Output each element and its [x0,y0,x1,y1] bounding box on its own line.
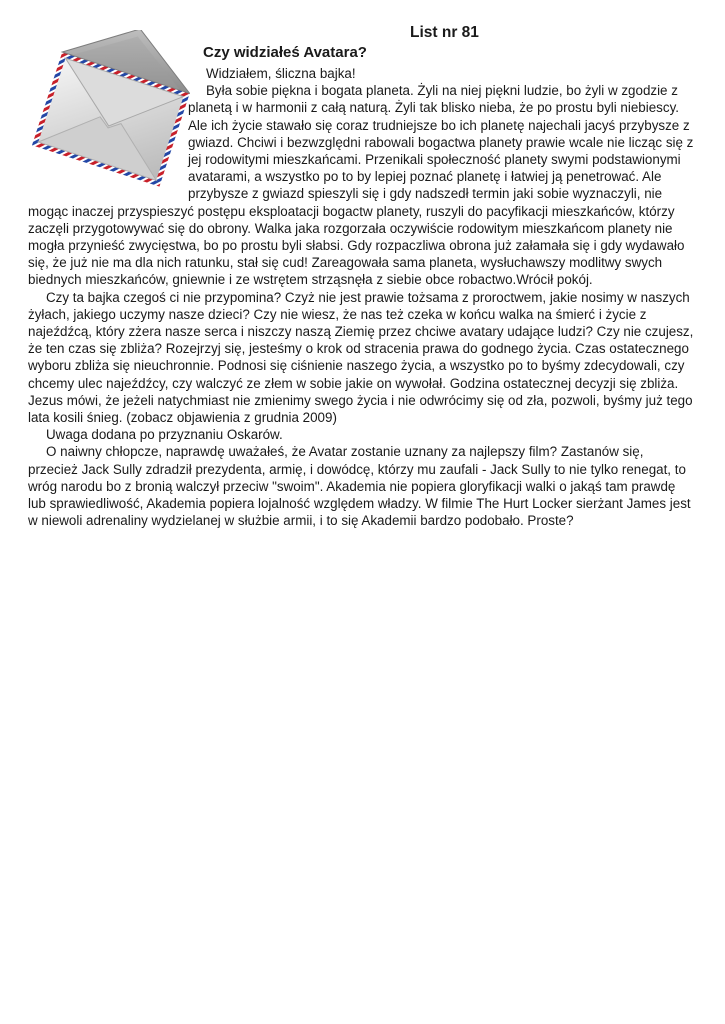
lead-line: Widziałem, śliczna bajka! [206,66,356,81]
paragraph-2: Czy ta bajka czegoś ci nie przypomina? Czyż nie jest prawie tożsama z proroctwem, jakie nosimy w naszych żyłach, jakiego uczymy nasze dzieci? Czy nie wiesz, że nas też czeka w końcu walka na śmierć i życie z najeźdźcą, który zżera nasze serca i niszczy naszą Ziemię przez chciwe avatary udające ludzi? Czy nie czujesz, że ten czas się zbliża? Rozejrzyj się, jesteśmy o krok od stracenia prawa do godnego życia. Czas ostatecznego wyboru zbliża się nieuchronnie. Podnosi się ciśnienie naszego życia, a wszystko po to byśmy zdecydowali, czy chcemy ulec najeźdźcy, czy walczyć ze złem w sobie jakie on wywołał. Godzina ostatecznej decyzji się zbliża. Jezus mówi, że jeżeli natychmiast nie zmienimy swego życia i nie odwrócimy się od zła, pozwoli, byśmy już tego lata kosili śnieg. (zobacz objawienia z grudnia 2009) [28,289,694,426]
article-title: Czy widziałeś Avatara? [203,44,367,61]
paragraph-3: O naiwny chłopcze, naprawdę uważałeś, że Avatar zostanie uznany za najlepszy film? Zastanów się, przecież Jack Sully zdradził prezydenta, armię, i dowódcę, którzy mu zaufali - Jack Sully to nie tylko renegat, to wróg narodu bo z bronią walczył przeciw "swoim". Akademia nie popiera gloryfikacji walki o jakąś tam prawdę lub sprawiedliwość, Akademia popiera lojalność względem władzy. W filmie The Hurt Locker sierżant James jest w niewoli adrenaliny wydzielanej w służbie armii, i to się Akademii bardzo podobało. Proste? [28,444,691,529]
paragraph-1: Była sobie piękna i bogata planeta. Żyli na niej piękni ludzie, bo żyli w zgodzie z planetą i w harmonii z całą naturą. Żyli tak blisko nieba, że po prostu byli niebiescy. Ale ich życie stawało się coraz trudniejsze bo ich planetę najechali jacyś przybysze z gwiazd. Chciwi i bezwzględni rabowali bogactwa planety prawie wcale nie licząc się z jej rodowitymi mieszkańcami. Przenikali społeczność planety swymi podstawionymi avatarami, a wszystko po to by lepiej poznać planetę i łatwiej ją penetrować. Ale przybysze z gwiazd spieszyli się i gdy nadszedł termin jaki sobie wyznaczyli, nie mogąc inaczej przyspieszyć postępu eksploatacji bogactw planety, ruszyli do pacyfikacji mieszkańców, którzy zaczęli przygotowywać się do obrony. Walka jaka rozgorzała oczywiście rodowitym mieszkańcom planety nie mogła przynieść zwycięstwa, bo po prostu byli słabsi. Gdy rozpaczliwa obrona już załamała się i gdy wydawało się, że już nie ma dla nich ratunku, stał się cud! Zareagowała sama planeta, wysłuchawszy modlitwy swych biednych mieszkańców, gniewnie i ze wstrętem strząsnęła z siebie obce robactwo.Wrócił pokój. [28,83,694,288]
article-body [28,65,694,529]
oscar-note: Uwaga dodana po przyznaniu Oskarów. [46,427,283,443]
list-number: List nr 81 [410,24,479,41]
